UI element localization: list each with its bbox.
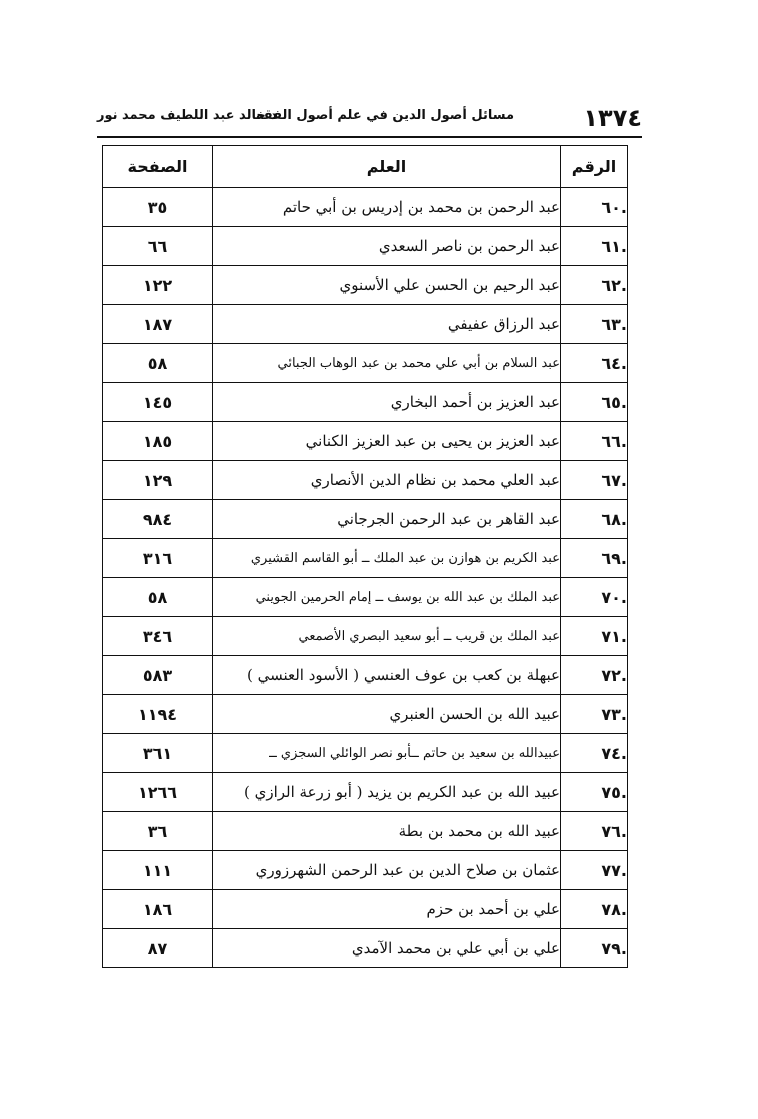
page-reference: ١٨٧ — [103, 305, 213, 344]
page-reference: ٥٨ — [103, 344, 213, 383]
table-row — [103, 344, 628, 383]
row-number: .٧٦ — [561, 812, 628, 851]
row-number: .٦٧ — [561, 461, 628, 500]
scholar-name: عبيد الله بن محمد بن بطة — [213, 812, 561, 851]
table-row — [103, 695, 628, 734]
row-number: .٧٥ — [561, 773, 628, 812]
page-reference: ٦٦ — [103, 227, 213, 266]
scholar-name: عبهلة بن كعب بن عوف العنسي ( الأسود العنسي ) — [213, 656, 561, 695]
row-number: .٦٦ — [561, 422, 628, 461]
table-row — [103, 773, 628, 812]
scholar-name: عبد السلام بن أبي علي محمد بن عبد الوهاب الجبائي — [213, 344, 561, 383]
row-number: .٧٠ — [561, 578, 628, 617]
column-header-name: العلم — [213, 146, 561, 188]
table-row — [103, 656, 628, 695]
table-row — [103, 851, 628, 890]
scholar-name: عبد العزيز بن يحيى بن عبد العزيز الكناني — [213, 422, 561, 461]
scholar-name: عبد الرزاق عفيفي — [213, 305, 561, 344]
scholar-name: عبد الرحمن بن محمد بن إدريس بن أبي حاتم — [213, 188, 561, 227]
column-header-number: الرقم — [561, 146, 628, 188]
running-header — [97, 102, 642, 138]
row-number: .٧١ — [561, 617, 628, 656]
row-number: .٦٥ — [561, 383, 628, 422]
table-row — [103, 500, 628, 539]
page-reference: ٣٤٦ — [103, 617, 213, 656]
page-reference: ١٢٢ — [103, 266, 213, 305]
page-reference: ٥٨ — [103, 578, 213, 617]
table-row — [103, 422, 628, 461]
page-reference: ١١٩٤ — [103, 695, 213, 734]
scholar-name: عبد الملك بن عبد الله بن يوسف ــ إمام الحرمين الجويني — [213, 578, 561, 617]
row-number: .٦٢ — [561, 266, 628, 305]
scholar-name: علي بن أحمد بن حزم — [213, 890, 561, 929]
table-row — [103, 383, 628, 422]
table-row — [103, 539, 628, 578]
table-row — [103, 890, 628, 929]
table-row — [103, 461, 628, 500]
scholar-name: عبد الرحيم بن الحسن علي الأسنوي — [213, 266, 561, 305]
scholar-name: عبد الملك بن قريب ــ أبو سعيد البصري الأصمعي — [213, 617, 561, 656]
row-number: .٦٣ — [561, 305, 628, 344]
table-row — [103, 617, 628, 656]
table-row — [103, 812, 628, 851]
scholar-name: عبد العلي محمد بن نظام الدين الأنصاري — [213, 461, 561, 500]
scholar-name: عثمان بن صلاح الدين بن عبد الرحمن الشهرزوري — [213, 851, 561, 890]
page-reference: ٨٧ — [103, 929, 213, 968]
scholar-name: عبد القاهر بن عبد الرحمن الجرجاني — [213, 500, 561, 539]
row-number: .٦٩ — [561, 539, 628, 578]
row-number: .٧٣ — [561, 695, 628, 734]
row-number: .٦٨ — [561, 500, 628, 539]
scholar-name: عبيدالله بن سعيد بن حاتم ــأبو نصر الوائلي السجزي ــ — [213, 734, 561, 773]
page-reference: ١٢٩ — [103, 461, 213, 500]
row-number: .٧٨ — [561, 890, 628, 929]
row-number: .٦١ — [561, 227, 628, 266]
page-reference: ٩٨٤ — [103, 500, 213, 539]
page-reference: ٣٦١ — [103, 734, 213, 773]
page-reference: ١٨٥ — [103, 422, 213, 461]
page-reference: ٣١٦ — [103, 539, 213, 578]
page-reference: ٣٥ — [103, 188, 213, 227]
page-reference: ١٢٦٦ — [103, 773, 213, 812]
table-row — [103, 929, 628, 968]
page-reference: ١٤٥ — [103, 383, 213, 422]
table-row — [103, 227, 628, 266]
table-row — [103, 188, 628, 227]
scholar-name: عبد العزيز بن أحمد البخاري — [213, 383, 561, 422]
table-row — [103, 305, 628, 344]
row-number: .٧٤ — [561, 734, 628, 773]
page-reference: ١١١ — [103, 851, 213, 890]
table-body — [103, 188, 628, 968]
scholar-name: عبيد الله بن عبد الكريم بن يزيد ( أبو زرعة الرازي ) — [213, 773, 561, 812]
row-number: .٧٩ — [561, 929, 628, 968]
scholar-name: عبد الرحمن بن ناصر السعدي — [213, 227, 561, 266]
page-reference: ١٨٦ — [103, 890, 213, 929]
scholar-name: عبد الكريم بن هوازن بن عبد الملك ــ أبو القاسم القشيري — [213, 539, 561, 578]
row-number: .٦٤ — [561, 344, 628, 383]
table-row — [103, 266, 628, 305]
biographies-index-table — [102, 145, 628, 968]
row-number: .٧٧ — [561, 851, 628, 890]
table-header-row — [103, 146, 628, 188]
table-row — [103, 578, 628, 617]
scholar-name: عبيد الله بن الحسن العنبري — [213, 695, 561, 734]
row-number: .٧٢ — [561, 656, 628, 695]
page-number: ١٣٧٤ — [583, 104, 642, 132]
row-number: .٦٠ — [561, 188, 628, 227]
page-reference: ٥٨٣ — [103, 656, 213, 695]
scholar-name: علي بن أبي علي بن محمد الآمدي — [213, 929, 561, 968]
book-title: مسائل أصول الدين في علم أصول الفقه — [255, 108, 514, 123]
page-reference: ٣٦ — [103, 812, 213, 851]
column-header-page: الصفحة — [103, 146, 213, 188]
table-row — [103, 734, 628, 773]
author-name: د خالد عبد اللطيف محمد نور — [97, 108, 277, 123]
